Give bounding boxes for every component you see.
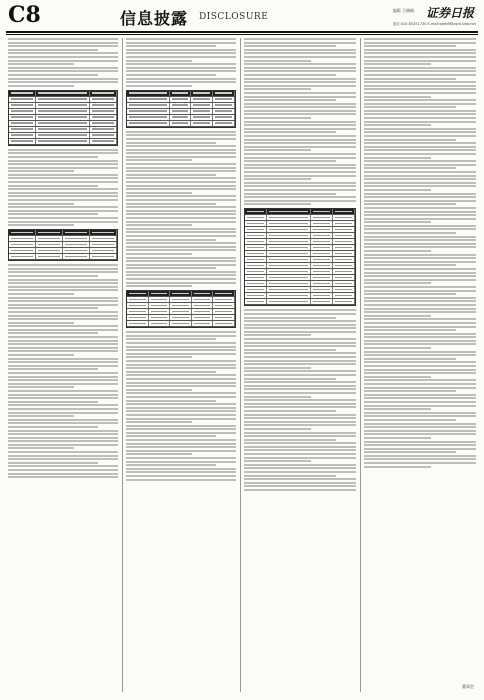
disclosure-table	[126, 290, 236, 328]
column-divider	[240, 38, 241, 692]
column-1	[8, 38, 118, 692]
column-4	[364, 38, 476, 692]
header-rule	[6, 31, 478, 33]
contact-line: 电话 010-83251730 E-mail:zqrb9@zqrb.sina.net	[392, 22, 476, 26]
column-divider	[360, 38, 361, 692]
section-subtitle: DISCLOSURE	[199, 12, 269, 22]
disclosure-table	[244, 208, 356, 306]
disclosure-table	[8, 229, 118, 261]
disclosure-table	[126, 90, 236, 128]
page-number: C8	[8, 2, 41, 28]
column-divider	[122, 38, 123, 692]
newspaper-logo: 证券日报	[425, 6, 474, 20]
signoff: 董事会	[462, 684, 474, 689]
disclosure-table	[8, 90, 118, 146]
header-rule-thin	[6, 34, 478, 35]
editor-line: 编辑 王楠楠	[392, 8, 414, 13]
column-2	[126, 38, 236, 692]
masthead	[0, 0, 484, 32]
column-3	[244, 38, 356, 692]
section-title: 信息披露	[120, 9, 189, 28]
